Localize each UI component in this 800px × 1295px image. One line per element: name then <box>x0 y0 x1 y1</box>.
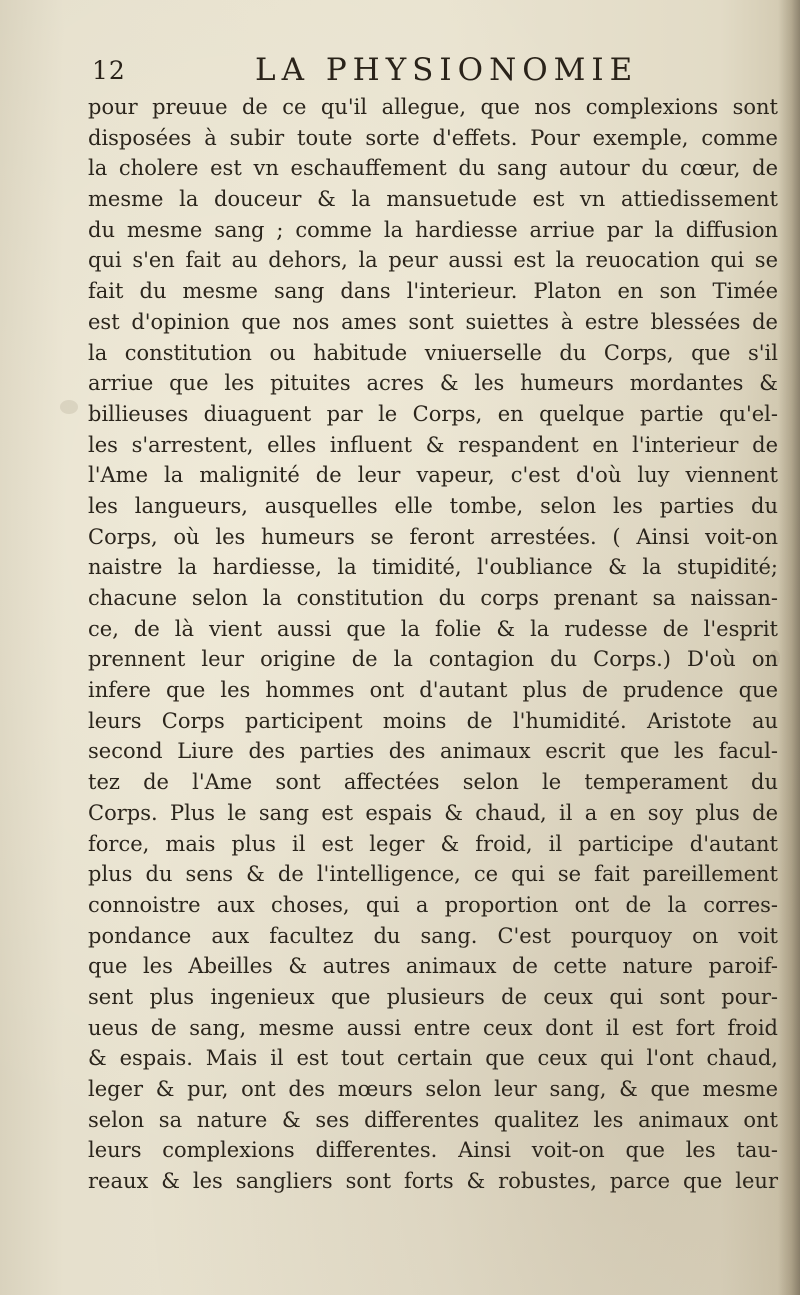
text-line: tez de l'Ame sont affectées selon le temperament du <box>88 770 778 795</box>
text-line: reaux & les sangliers sont forts & robustes, parce que leur <box>88 1169 778 1194</box>
page-header <box>80 52 780 92</box>
text-line: Corps, où les humeurs se feront arrestées. ( Ainsi voit-on <box>88 524 778 549</box>
text-line: leurs Corps participent moins de l'humidité. Aristote au <box>88 708 778 733</box>
page-number: 12 <box>92 56 126 85</box>
text-line: du mesme sang ; comme la hardiesse arriue par la diffusion <box>88 217 778 242</box>
text-line: pondance aux facultez du sang. C'est pourquoy on voit <box>88 923 778 948</box>
text-line: ueus de sang, mesme aussi entre ceux dont il est fort froid <box>88 1015 778 1040</box>
text-line: la constitution ou habitude vniuerselle du Corps, que s'il <box>88 340 778 365</box>
text-line: l'Ame la malignité de leur vapeur, c'est d'où luy viennent <box>88 463 778 488</box>
text-line: disposées à subir toute sorte d'effets. Pour exemple, comme <box>88 125 778 150</box>
running-title: LA PHYSIONOMIE <box>255 52 639 88</box>
text-line: les s'arrestent, elles influent & respandent en l'interieur de <box>88 432 778 457</box>
text-line: les langueurs, ausquelles elle tombe, selon les parties du <box>88 493 778 518</box>
text-line: qui s'en fait au dehors, la peur aussi est la reuocation qui se <box>88 248 778 273</box>
page-edge-shadow <box>778 0 800 1295</box>
paper-stain <box>60 400 78 414</box>
text-line: selon sa nature & ses differentes qualitez les animaux ont <box>88 1107 778 1132</box>
text-line: billieuses diuaguent par le Corps, en quelque partie qu'el- <box>88 401 778 426</box>
text-line: arriue que les pituites acres & les humeurs mordantes & <box>88 371 778 396</box>
text-line: connoistre aux choses, qui a proportion ont de la corres- <box>88 892 778 917</box>
text-line: que les Abeilles & autres animaux de cette nature paroif- <box>88 954 778 979</box>
text-line: plus du sens & de l'intelligence, ce qui se fait pareillement <box>88 862 778 887</box>
text-line: force, mais plus il est leger & froid, il participe d'autant <box>88 831 778 856</box>
text-line: & espais. Mais il est tout certain que ceux qui l'ont chaud, <box>88 1046 778 1071</box>
text-line: sent plus ingenieux que plusieurs de ceux qui sont pour- <box>88 984 778 1009</box>
text-line: est d'opinion que nos ames sont suiettes à estre blessées de <box>88 309 778 334</box>
text-line: prennent leur origine de la contagion du Corps.) D'où on <box>88 647 778 672</box>
body-text <box>88 92 778 1197</box>
text-line: second Liure des parties des animaux escrit que les facul- <box>88 739 778 764</box>
text-line: naistre la hardiesse, la timidité, l'oubliance & la stupidité; <box>88 555 778 580</box>
text-line: la cholere est vn eschauffement du sang autour du cœur, de <box>88 156 778 181</box>
text-line: pour preuue de ce qu'il allegue, que nos complexions sont <box>88 95 778 119</box>
text-line: fait du mesme sang dans l'interieur. Platon en son Timée <box>88 279 778 304</box>
text-line: mesme la douceur & la mansuetude est vn attiedissement <box>88 187 778 212</box>
text-line: ce, de là vient aussi que la folie & la rudesse de l'esprit <box>88 616 778 641</box>
text-line: leurs complexions differentes. Ainsi voit-on que les tau- <box>88 1138 778 1163</box>
text-line: infere que les hommes ont d'autant plus de prudence que <box>88 678 778 703</box>
text-line: Corps. Plus le sang est espais & chaud, il a en soy plus de <box>88 800 778 825</box>
text-line: chacune selon la constitution du corps prenant sa naissan- <box>88 586 778 610</box>
text-line: leger & pur, ont des mœurs selon leur sang, & que mesme <box>88 1077 778 1101</box>
